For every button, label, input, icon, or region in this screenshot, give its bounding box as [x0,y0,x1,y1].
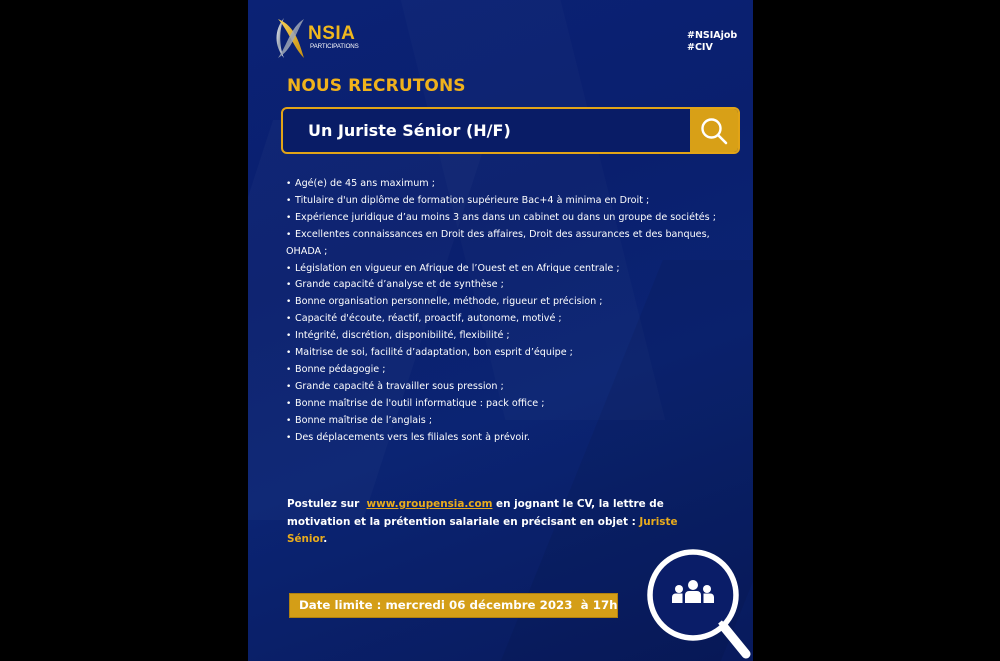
job-title: Un Juriste Sénior (H/F) [308,121,511,140]
website-link[interactable]: www.groupensia.com [366,498,493,510]
bullet: • [286,432,292,443]
email-subject: Juriste Sénior [287,515,678,545]
page-title: NOUS RECRUTONS [287,76,466,96]
brand-subtitle: PARTICIPATIONS [310,43,359,50]
nsia-logo [274,16,374,60]
job-title-search-bar [281,107,740,154]
brand-name: NSIA [308,23,356,44]
bullet: • [286,331,292,342]
search-icon [699,116,729,146]
requirement-item: • Agé(e) de 45 ans maximum ; [286,176,726,193]
bullet: • [286,314,292,325]
search-button [690,109,738,152]
requirement-item: • Capacité d'écoute, réactif, proactif, autonome, motivé ; [286,311,726,328]
deadline-badge: Date limite : mercredi 06 décembre 2023 à 17h [289,593,618,618]
hashtags [687,30,737,54]
bullet: • [286,297,292,308]
bullet: • [286,179,292,189]
requirement-item: • Bonne pédagogie ; [286,362,726,379]
requirement-item: • Intégrité, discrétion, disponibilité, flexibilité ; [286,328,726,345]
bullet: • [286,415,292,426]
bullet: • [286,212,292,223]
requirement-item: • Grande capacité à travailler sous pression ; [286,379,726,396]
requirement-item: • Législation en vigueur en Afrique de l’Ouest et en Afrique centrale ; [286,261,726,278]
job-poster [248,0,753,661]
bullet: • [286,398,292,409]
bullet: • [286,263,292,274]
requirement-item: • Grande capacité d’analyse et de synthèse ; [286,277,726,294]
bullet: • [286,195,292,206]
requirements-list [286,176,726,447]
requirement-item: • Bonne organisation personnelle, méthode, rigueur et précision ; [286,294,726,311]
bullet: • [286,381,292,392]
requirement-item: • Bonne maîtrise de l’anglais ; [286,413,726,430]
bullet: • [286,364,292,375]
requirement-item: • Bonne maîtrise de l'outil informatique : pack office ; [286,396,726,413]
requirement-item: • Excellentes connaissances en Droit des affaires, Droit des assurances et des banques, OHADA ; [286,228,710,257]
magnifier-people-icon [642,548,753,661]
hashtag: #CIV [687,42,713,53]
requirement-item: • Expérience juridique d’au moins 3 ans dans un cabinet ou dans un groupe de sociétés ; [286,210,726,227]
bullet: • [286,348,292,359]
apply-instructions: Postulez sur www.groupensia.com en jognant le CV, la lettre de motivation et la prétention salariale en précisant en objet : Juriste Sénior. [287,498,678,545]
hashtag: #NSIAjob [687,30,738,41]
bullet: • [286,280,292,291]
bullet: • [286,229,292,240]
requirement-item: • Titulaire d'un diplôme de formation supérieure Bac+4 à minima en Droit ; [286,193,726,210]
requirement-item: • Maitrise de soi, facilité d’adaptation, bon esprit d’équipe ; [286,345,726,362]
requirement-item: • Des déplacements vers les filiales sont à prévoir. [286,430,726,447]
nsia-logo-mark-icon [274,16,308,60]
